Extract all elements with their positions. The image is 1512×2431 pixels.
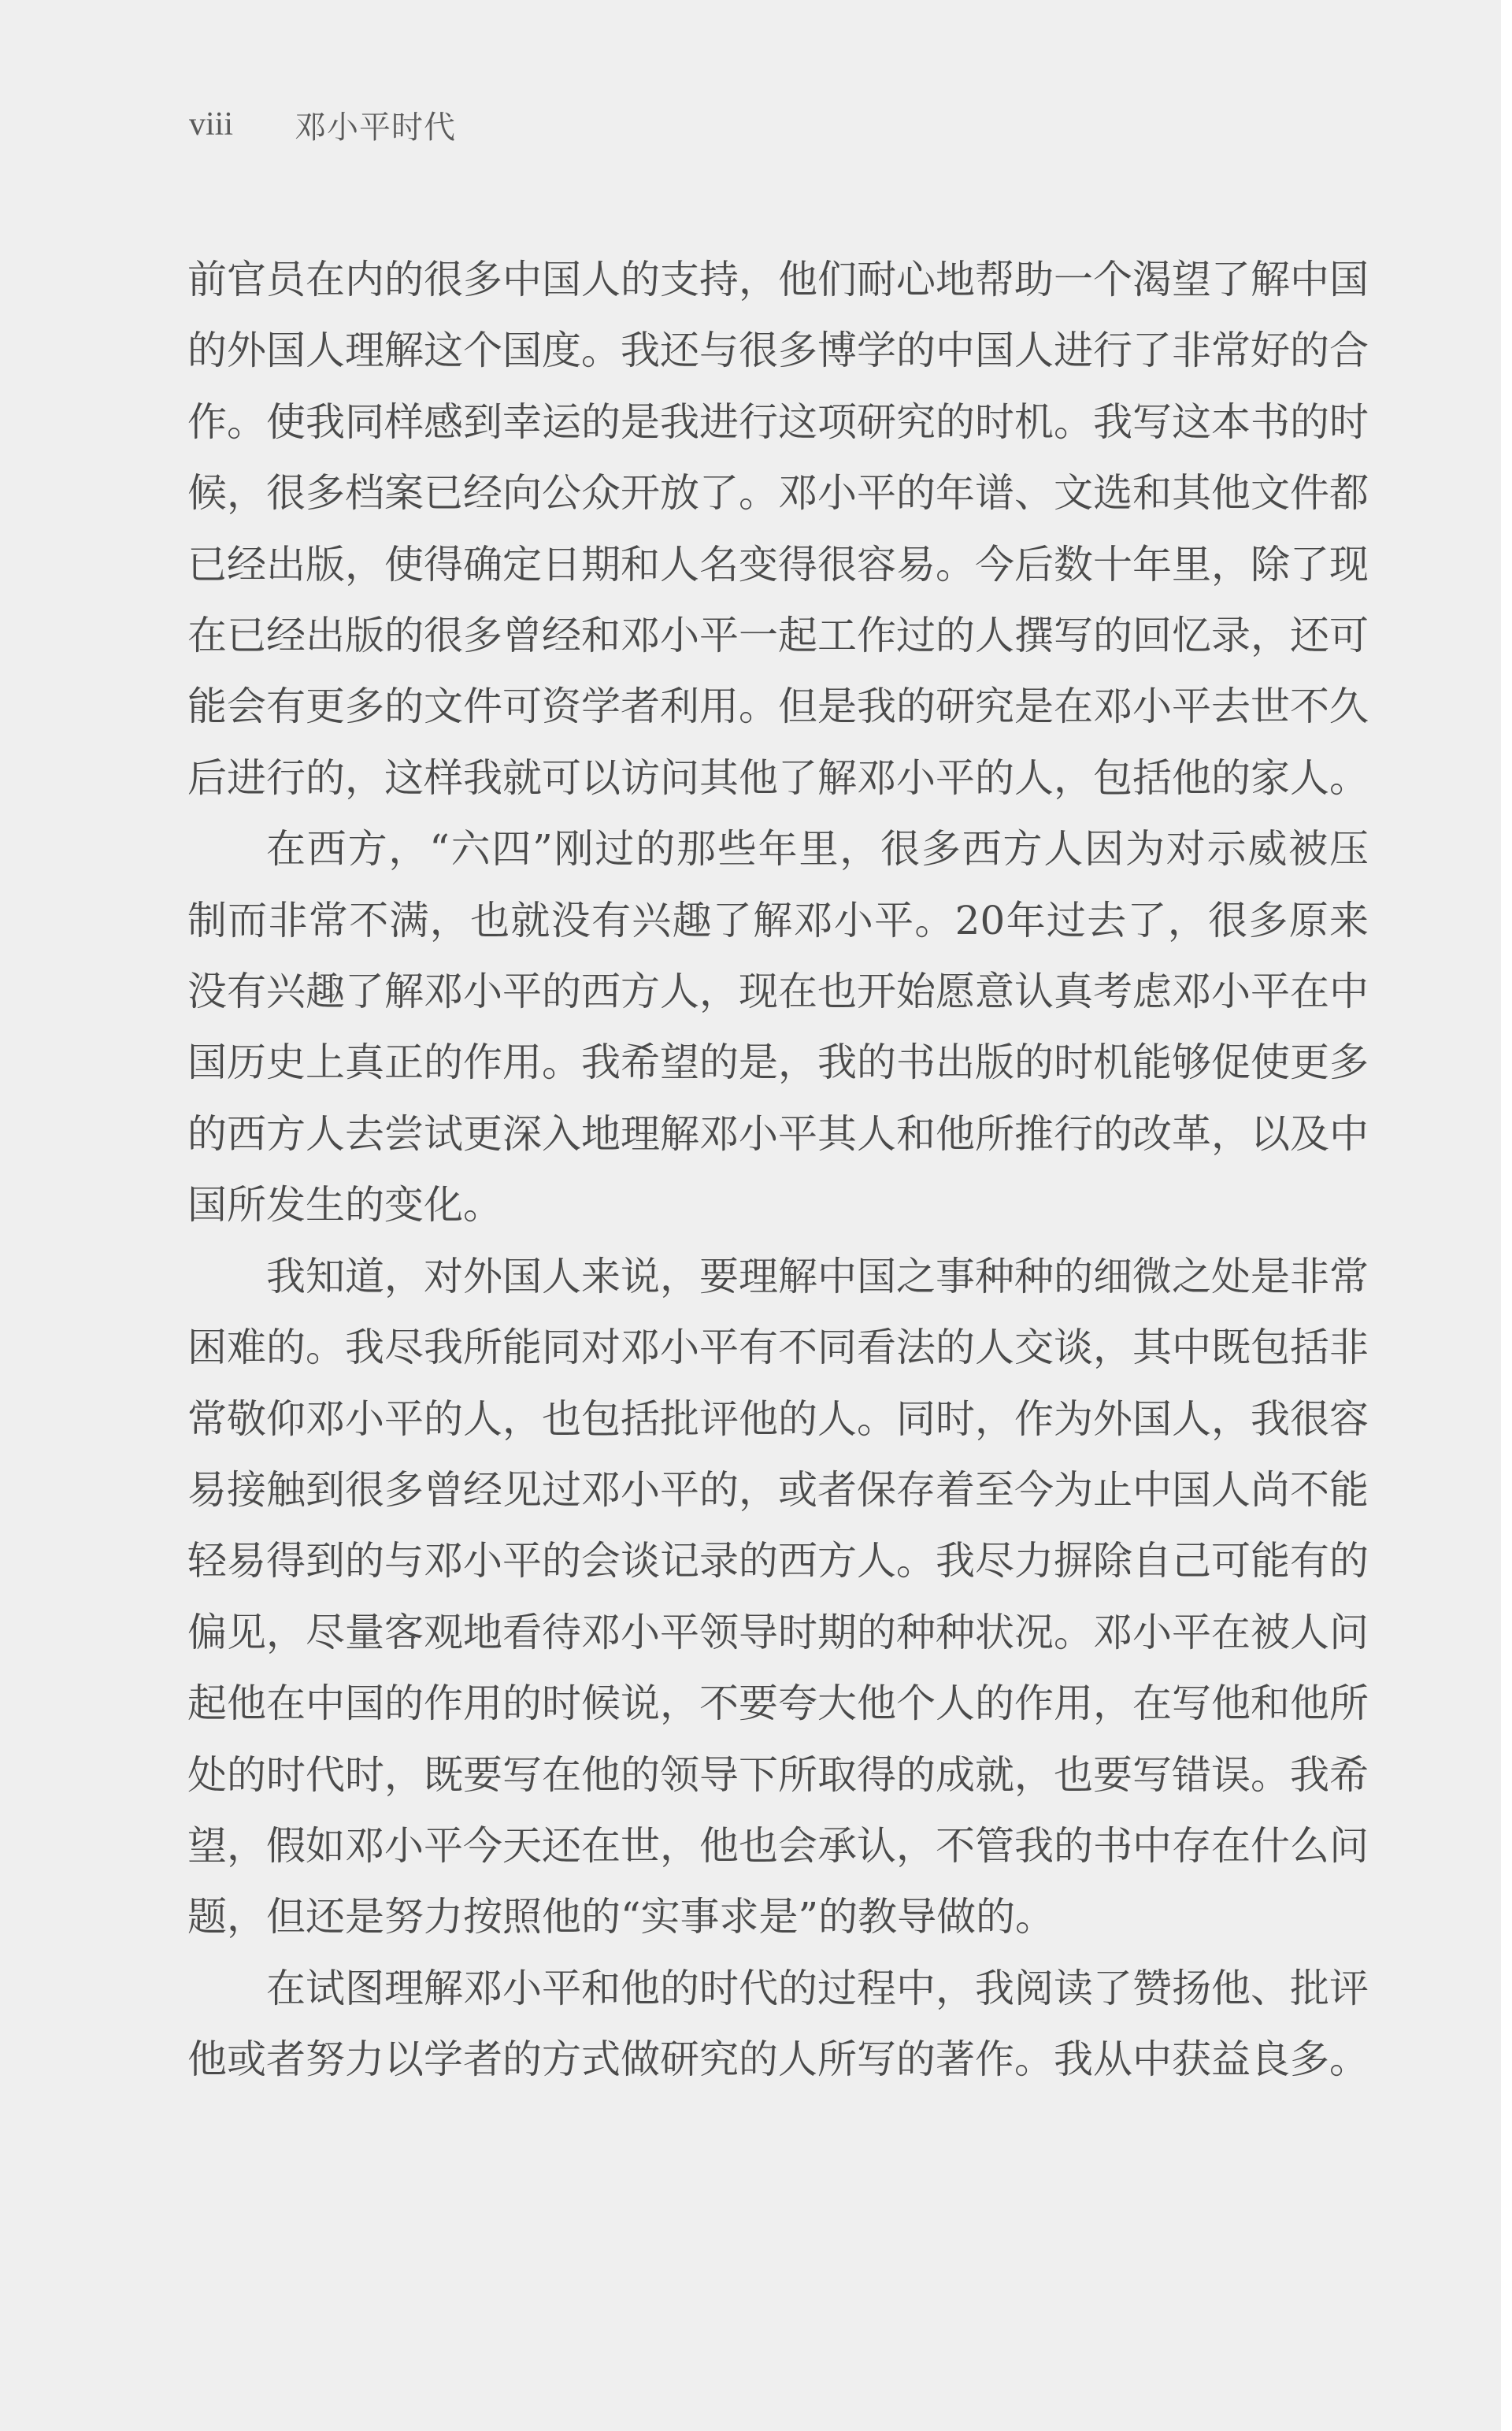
paragraph: 在试图理解邓小平和他的时代的过程中，我阅读了赞扬他、批评他或者努力以学者的方式做研究的人所写的著作。我从中获益良多。 bbox=[187, 1965, 1369, 2083]
body-text bbox=[187, 244, 1369, 2096]
paragraph: 在西方，“六四”刚过的那些年里，很多西方人因为对示威被压制而非常不满，也就没有兴趣了解邓小平。20年过去了，很多原来没有兴趣了解邓小平的西方人，现在也开始愿意认真考虑邓小平在中国历史上真正的作用。我希望的是，我的书出版的时机能够促使更多的西方人去尝试更深入地理解邓小平其人和他所推行的改革，以及中国所发生的变化。 bbox=[187, 826, 1369, 1228]
page-edge bbox=[1501, 0, 1512, 2431]
running-header bbox=[189, 101, 456, 148]
book-title: 邓小平时代 bbox=[295, 109, 456, 146]
paragraph: 我知道，对外国人来说，要理解中国之事种种的细微之处是非常困难的。我尽我所能同对邓小平有不同看法的人交谈，其中既包括非常敬仰邓小平的人，也包括批评他的人。同时，作为外国人，我很容易接触到很多曾经见过邓小平的，或者保存着至今为止中国人尚不能轻易得到的与邓小平的会谈记录的西方人。我尽力摒除自己可能有的偏见，尽量客观地看待邓小平领导时期的种种状况。邓小平在被人问起他在中国的作用的时候说，不要夸大他个人的作用，在写他和他所处的时代时，既要写在他的领导下所取得的成就，也要写错误。我希望，假如邓小平今天还在世，他也会承认，不管我的书中存在什么问题，但还是努力按照他的“实事求是”的教导做的。 bbox=[187, 1253, 1369, 1940]
page-number: viii bbox=[189, 106, 234, 143]
paragraph-continuation: 前官员在内的很多中国人的支持，他们耐心地帮助一个渴望了解中国的外国人理解这个国度。我还与很多博学的中国人进行了非常好的合作。使我同样感到幸运的是我进行这项研究的时机。我写这本书的时候，很多档案已经向公众开放了。邓小平的年谱、文选和其他文件都已经出版，使得确定日期和人名变得很容易。今后数十年里，除了现在已经出版的很多曾经和邓小平一起工作过的人撰写的回忆录，还可能会有更多的文件可资学者利用。但是我的研究是在邓小平去世不久后进行的，这样我就可以访问其他了解邓小平的人，包括他的家人。 bbox=[187, 257, 1369, 801]
